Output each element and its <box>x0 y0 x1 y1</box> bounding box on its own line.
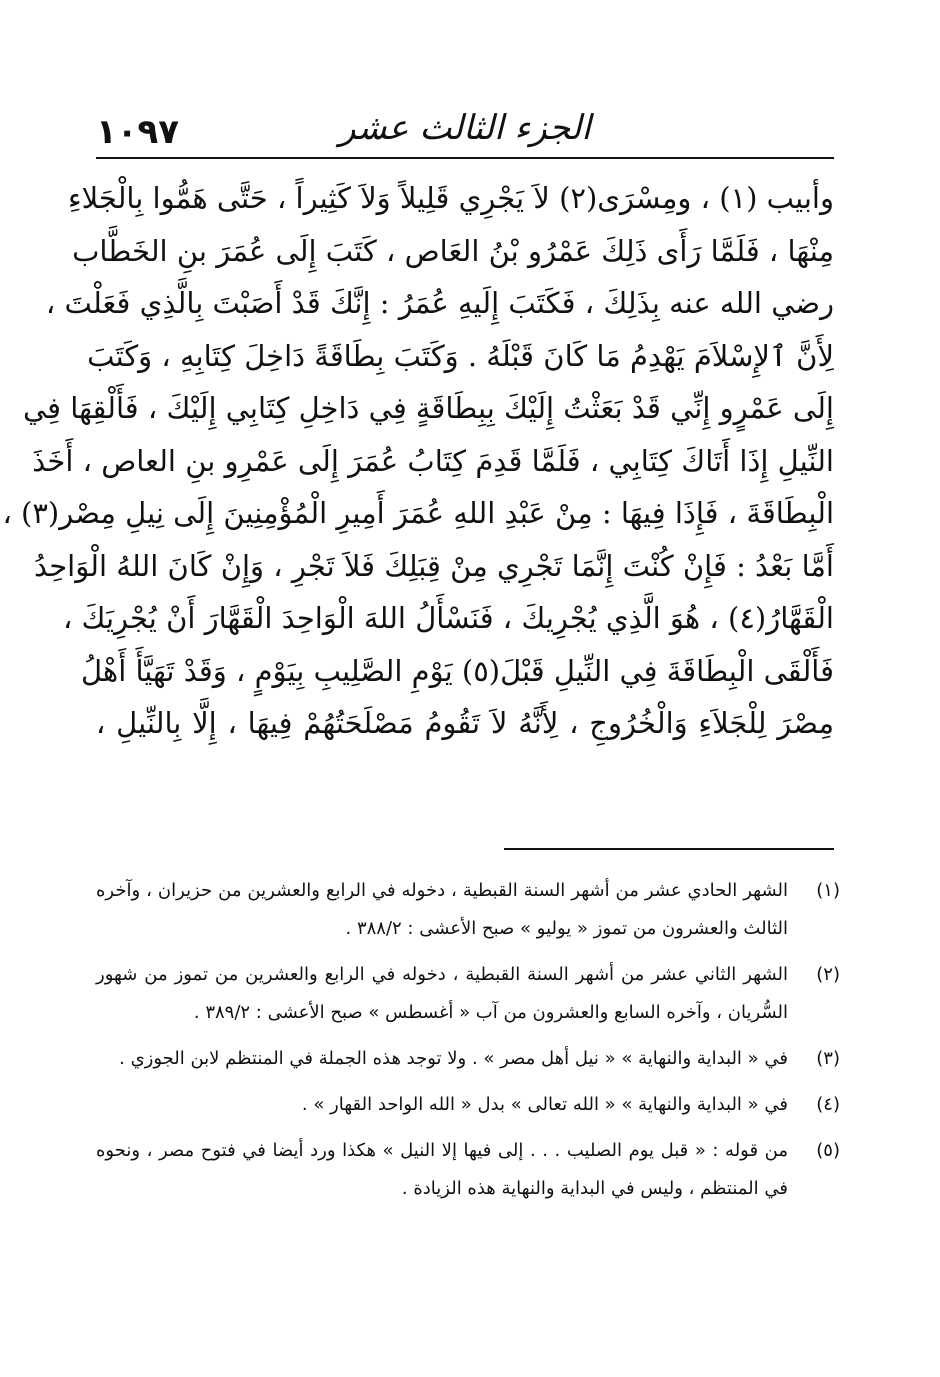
text-line: مِنْهَا ، فَلَمَّا رَأَى ذَلِكَ عَمْرُو بْنُ العَاص ، كَتَبَ إِلَى عُمَرَ بنِ الخَطَّاب <box>72 233 834 268</box>
footnote-number: (٤) <box>816 1094 840 1115</box>
footnote-text: الشهر الثاني عشر من أشهر السنة القبطية ، دخوله في الرابع والعشرين من تموز من شهور السُّريان ، وآخره السابع والعشرون من آب « أغسطس » صبح الأعشى : ٣٨٩/٢ . <box>96 964 788 1023</box>
text-line: أَمَّا بَعْدُ : فَإِنْ كُنْتَ إِنَّمَا تَجْرِي مِنْ قِبَلِكَ فَلاَ تَجْرِ ، وَإِنْ كَانَ اللهُ الْوَاحِدُ <box>33 548 834 583</box>
text-line: الْبِطَاقَةَ ، فَإِذَا فِيهَا : مِنْ عَبْدِ اللهِ عُمَرَ أَمِيرِ الْمُؤْمِنِينَ إِلَى نِيلِ مِصْر(٣) ، <box>2 496 834 530</box>
footnote-divider <box>504 848 834 850</box>
text-line: النِّيلِ إِذَا أَتَاكَ كِتَابِي ، فَلَمَّا قَدِمَ كِتَابُ عُمَرَ إِلَى عَمْرِو بنِ العاص ، أَخَذَ <box>32 443 834 478</box>
footnote-text: من قوله : « قبل يوم الصليب . . . إلى فيها إلا النيل » هكذا ورد أيضا في فتوح مصر ، ونحوه في المنتظم ، وليس في البداية والنهاية هذه الزيادة . <box>96 1140 788 1199</box>
footnote-1 <box>96 872 840 948</box>
footnote-4 <box>96 1086 840 1124</box>
page-number: ١٠٩٧ <box>96 112 180 152</box>
running-title: الجزء الثالث عشر <box>339 108 591 148</box>
text-line: لِأَنَّ ٱلإِسْلاَمَ يَهْدِمُ مَا كَانَ قَبْلَهُ . وَكَتَبَ بِطَاقَةً دَاخِلَ كِتَابِهِ ، وَكَتَبَ <box>87 338 834 373</box>
text-line: وأبيب (١) ، ومِسْرَى(٢) لاَ يَجْرِي قَلِيلاً وَلاَ كَثِيراً ، حَتَّى هَمُّوا بِالْجَلاءِ <box>67 181 834 215</box>
footnote-3 <box>96 1040 840 1078</box>
footnotes <box>96 872 840 1216</box>
footnote-number: (٢) <box>816 964 840 985</box>
footnote-number: (٣) <box>816 1048 840 1069</box>
text-line: مِصْرَ لِلْجَلاَءِ وَالْخُرُوجِ ، لِأَنَّهُ لاَ تَقُومُ مَصْلَحَتُهُمْ فِيهَا ، إِلَّا بِالنِّيلِ ، <box>96 706 834 740</box>
header-divider <box>96 157 834 159</box>
text-line: الْقَهَّارُ(٤) ، هُوَ الَّذِي يُجْرِيكَ ، فَنَسْأَلُ اللهَ الْوَاحِدَ الْقَهَّارَ أَنْ يُجْرِيَكَ ، <box>62 601 834 635</box>
footnote-text: في « البداية والنهاية » « الله تعالى » بدل « الله الواحد القهار » . <box>301 1094 788 1115</box>
footnote-2 <box>96 956 840 1032</box>
main-text <box>2 172 834 750</box>
text-line: فَأَلْقَى الْبِطَاقَةَ فِي النِّيلِ قَبْلَ(٥) يَوْمِ الصَّلِيبِ بِيَوْمٍ ، وَقَدْ تَهَيَّأَ أَهْلُ <box>80 653 834 688</box>
footnote-number: (٥) <box>816 1140 840 1161</box>
footnote-number: (١) <box>816 880 840 901</box>
text-line: إِلَى عَمْرٍو إِنِّي قَدْ بَعَثْتُ إِلَيْكَ بِبِطَاقَةٍ فِي دَاخِلِ كِتَابِي إِلَيْكَ ، فَأَلْقِهَا فِي <box>22 391 834 425</box>
text-line: رضي الله عنه بِذَلِكَ ، فَكَتَبَ إِلَيهِ عُمَرُ : إِنَّكَ قَدْ أَصَبْتَ بِالَّذِي فَعَلْتَ ، <box>45 286 834 320</box>
page-header <box>96 100 834 158</box>
footnote-text: الشهر الحادي عشر من أشهر السنة القبطية ، دخوله في الرابع والعشرين من حزيران ، وآخره الثالث والعشرون من تموز « يوليو » صبح الأعشى : ٣٨٨/٢ . <box>96 880 788 939</box>
footnote-text: في « البداية والنهاية » « نيل أهل مصر » . ولا توجد هذه الجملة في المنتظم لابن الجوزي . <box>119 1048 788 1069</box>
footnote-5 <box>96 1132 840 1208</box>
